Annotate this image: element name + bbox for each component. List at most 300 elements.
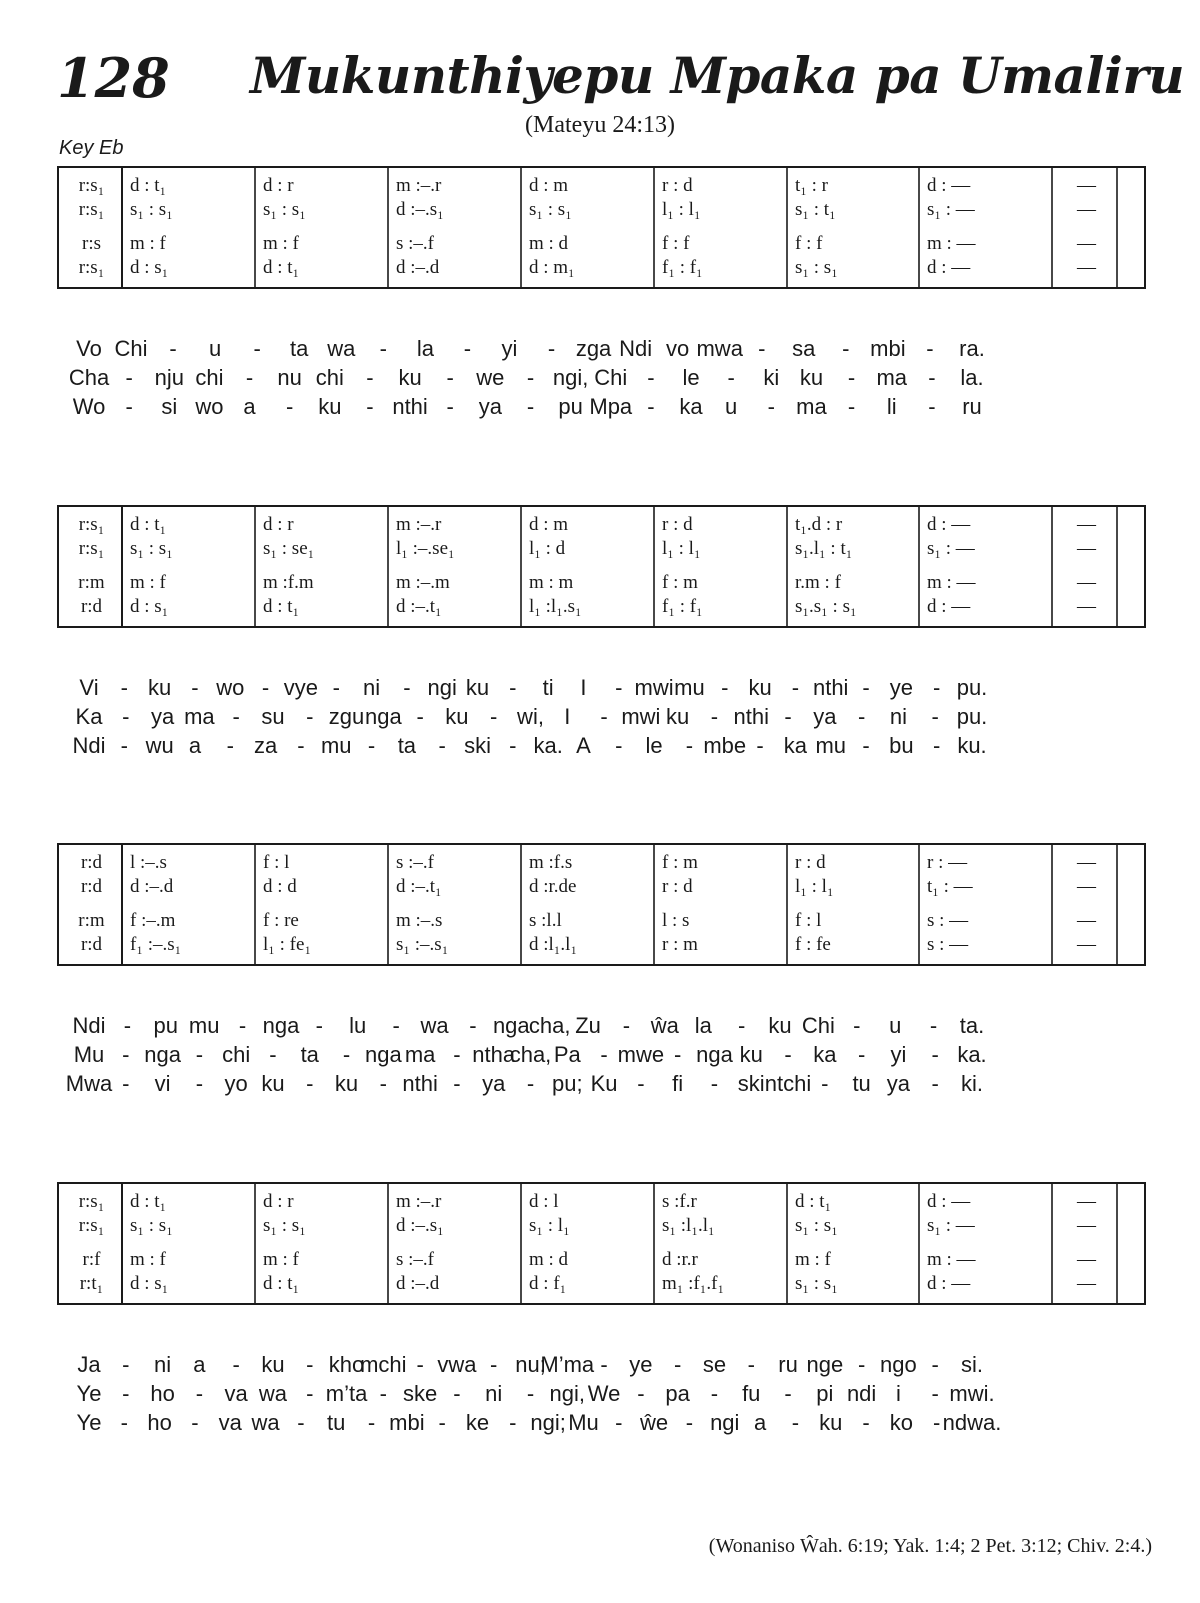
lyric-syllable: ku — [768, 1013, 792, 1038]
lyric-syllable: la. — [960, 365, 984, 390]
lyric-syllable: Vi — [79, 675, 99, 700]
solfa-cell: l₁ :l₁.s₁ — [529, 597, 582, 616]
lyric-syllable: a — [243, 394, 256, 419]
lyric-syllable: wo — [195, 394, 224, 419]
lyric-syllable: ski — [464, 733, 491, 758]
lyric-syllable: ma — [876, 365, 907, 390]
lyric-syllable: ke — [465, 1410, 490, 1435]
lyric-syllable: Ndi — [72, 1013, 106, 1038]
lyric-syllable: pu — [558, 394, 583, 419]
lyric-syllable: ngi — [427, 675, 457, 700]
solfa-cell: f : f — [662, 234, 690, 253]
solfa-cell: m : d — [529, 1250, 569, 1269]
lyric-syllable: mu — [320, 733, 352, 758]
syllable-hyphen: - — [122, 1381, 130, 1406]
solfa-cell: t₁ : — — [927, 877, 973, 896]
lyric-syllable: ta. — [959, 1013, 985, 1038]
syllable-hyphen: - — [342, 1042, 351, 1067]
lyric-syllable: ka — [813, 1042, 837, 1067]
solfa-cell: s₁ :l₁.l₁ — [662, 1216, 715, 1235]
solfa-cell: d : t₁ — [130, 1192, 167, 1211]
solfa-cell: s :–.f — [396, 234, 434, 253]
hymn-title: Mukunthiyepu Mpaka pa Umaliru — [250, 46, 1185, 105]
solfa-cell: r:m — [78, 911, 105, 930]
solfa-cell: d :–.d — [130, 877, 174, 896]
solfa-cell: l₁ : fe₁ — [263, 935, 312, 954]
lyric-syllable: li — [886, 394, 897, 419]
syllable-hyphen: - — [931, 1352, 939, 1377]
lyric-syllable: mchi — [360, 1352, 407, 1377]
lyric-syllable: nga — [492, 1013, 530, 1038]
solfa-cell: d :–.d — [396, 258, 440, 277]
lyric-syllable: mwa — [696, 336, 743, 361]
solfa-cell: s₁.l₁ : t₁ — [795, 539, 853, 558]
solfa-cell: s : — — [927, 935, 969, 954]
lyric-syllable: se — [702, 1352, 727, 1377]
lyric-syllable: Mu — [73, 1042, 105, 1067]
lyric-syllable: Ye — [76, 1381, 102, 1406]
solfa-cell: f₁ : f₁ — [662, 597, 703, 616]
solfa-cell: — — [1077, 515, 1096, 534]
lyric-line — [57, 733, 1147, 762]
lyric-syllable: nga — [144, 1042, 181, 1067]
lyric-syllable: ru — [962, 394, 982, 419]
solfa-cell: d :r.de — [529, 877, 577, 896]
stave-4 — [57, 1182, 1147, 1306]
syllable-hyphen: - — [637, 1071, 645, 1096]
solfa-cell: d :r.r — [662, 1250, 698, 1269]
lyric-syllable: ku — [261, 1352, 285, 1377]
solfa-cell: m : f — [130, 573, 166, 592]
syllable-hyphen: - — [710, 1071, 719, 1096]
lyric-syllable: la — [694, 1013, 712, 1038]
solfa-cell: r:s₁ — [78, 1216, 105, 1235]
lyric-line — [57, 675, 1147, 704]
lyrics-block — [57, 1013, 1147, 1100]
solfa-cell: r : d — [795, 853, 826, 872]
lyric-syllable: nga — [364, 1042, 402, 1067]
solfa-cell: — — [1077, 877, 1096, 896]
solfa-cell: r:s — [82, 234, 101, 253]
syllable-hyphen: - — [727, 365, 735, 390]
lyric-syllable: wo — [216, 675, 245, 700]
syllable-hyphen: - — [758, 336, 766, 361]
syllable-hyphen: - — [490, 704, 498, 729]
syllable-hyphen: - — [446, 365, 454, 390]
lyric-syllable: ta — [397, 733, 417, 758]
syllable-hyphen: - — [931, 704, 939, 729]
lyric-syllable: ndwa. — [942, 1410, 1002, 1435]
lyric-line — [57, 1013, 1147, 1042]
solfa-cell: r:s₁ — [78, 1192, 105, 1211]
lyric-syllable: cha, — [528, 1013, 571, 1038]
syllable-hyphen: - — [756, 733, 764, 758]
solfa-cell: m :–.r — [396, 176, 442, 195]
syllable-hyphen: - — [122, 1042, 130, 1067]
syllable-hyphen: - — [509, 1410, 517, 1435]
syllable-hyphen: - — [931, 1381, 939, 1406]
syllable-hyphen: - — [238, 1013, 247, 1038]
syllable-hyphen: - — [526, 365, 535, 390]
solfa-cell: r.m : f — [795, 573, 841, 592]
lyric-syllable: u — [725, 394, 738, 419]
solfa-cell: r:f — [82, 1250, 101, 1269]
syllable-hyphen: - — [122, 1071, 130, 1096]
lyric-syllable: ske — [403, 1381, 438, 1406]
syllable-hyphen: - — [416, 1352, 424, 1377]
syllable-hyphen: - — [673, 1352, 682, 1377]
lyric-syllable: Wo — [72, 394, 106, 419]
syllable-hyphen: - — [195, 1381, 204, 1406]
syllable-hyphen: - — [857, 1042, 866, 1067]
lyric-syllable: ka — [783, 733, 808, 758]
solfa-cell: d : s₁ — [130, 258, 169, 277]
lyric-syllable: ndi — [846, 1381, 877, 1406]
syllable-hyphen: - — [120, 675, 128, 700]
lyric-syllable: wu — [145, 733, 174, 758]
solfa-cell: l₁ : l₁ — [662, 200, 701, 219]
lyric-syllable: nga — [262, 1013, 300, 1038]
solfa-cell: — — [1077, 539, 1096, 558]
scripture-reference: (Mateyu 24:13) — [525, 112, 675, 138]
lyric-syllable: ni — [485, 1381, 503, 1406]
lyric-syllable: bu — [889, 733, 914, 758]
lyric-syllable: nu — [277, 365, 302, 390]
solfa-cell: r:s₁ — [78, 258, 105, 277]
solfa-cell: — — [1077, 597, 1096, 616]
lyric-syllable: ku — [465, 675, 490, 700]
syllable-hyphen: - — [600, 704, 608, 729]
syllable-hyphen: - — [685, 1410, 694, 1435]
lyric-syllable: pu — [153, 1013, 179, 1038]
lyric-syllable: ka — [679, 394, 703, 419]
solfa-cell: s :–.f — [396, 1250, 434, 1269]
stave-3 — [57, 843, 1147, 967]
lyric-syllable: Mpa — [589, 394, 633, 419]
syllable-hyphen: - — [306, 1381, 314, 1406]
hymn-number: 128 — [57, 46, 170, 110]
lyric-syllable: fi — [672, 1071, 684, 1096]
lyric-syllable: ra. — [959, 336, 985, 361]
syllable-hyphen: - — [306, 1352, 314, 1377]
lyric-syllable: ku. — [957, 733, 987, 758]
solfa-cell: d :–.t₁ — [396, 877, 442, 896]
solfa-cell: d :–.s₁ — [396, 200, 444, 219]
lyric-syllable: ya — [886, 1071, 911, 1096]
syllable-hyphen: - — [784, 1042, 792, 1067]
lyric-syllable: mbe — [703, 733, 747, 758]
solfa-cell: t₁ : r — [795, 176, 829, 195]
lyric-syllable: vo — [666, 336, 690, 361]
syllable-hyphen: - — [647, 365, 655, 390]
lyric-syllable: fu — [742, 1381, 761, 1406]
lyric-syllable: u — [209, 336, 222, 361]
syllable-hyphen: - — [195, 1071, 204, 1096]
solfa-cell: l : s — [662, 911, 690, 930]
lyric-syllable: ni — [154, 1352, 172, 1377]
solfa-cell: d : d — [263, 877, 297, 896]
lyric-syllable: pi — [816, 1381, 834, 1406]
lyric-syllable: su — [261, 704, 285, 729]
lyric-syllable: la — [416, 336, 434, 361]
lyric-syllable: wa — [420, 1013, 449, 1038]
lyrics-block — [57, 675, 1147, 762]
lyric-line — [57, 394, 1147, 423]
lyric-syllable: A — [576, 733, 591, 758]
solfa-cell: s₁ : l₁ — [529, 1216, 570, 1235]
solfa-cell: — — [1077, 258, 1096, 277]
lyric-syllable: ku — [445, 704, 469, 729]
lyric-syllable: zga — [575, 336, 612, 361]
lyric-syllable: mwi — [634, 675, 674, 700]
solfa-cell: d :–.s₁ — [396, 1216, 444, 1235]
lyric-syllable: mu — [188, 1013, 220, 1038]
syllable-hyphen: - — [379, 1071, 387, 1096]
solfa-cell: r:d — [80, 935, 103, 954]
lyric-syllable: Mwa — [65, 1071, 113, 1096]
syllable-hyphen: - — [847, 394, 856, 419]
lyric-syllable: ye — [889, 675, 913, 700]
lyric-syllable: sa — [792, 336, 816, 361]
solfa-cell: d : — — [927, 597, 971, 616]
lyric-line — [57, 365, 1147, 394]
solfa-cell: r : — — [927, 853, 968, 872]
solfa-cell: s₁ : s₁ — [795, 258, 838, 277]
solfa-cell: f : m — [662, 853, 698, 872]
lyric-syllable: u — [889, 1013, 902, 1038]
solfa-cell: d : — — [927, 258, 971, 277]
lyric-syllable: le — [645, 733, 663, 758]
solfa-cell: d : t₁ — [263, 1274, 300, 1293]
syllable-hyphen: - — [367, 733, 376, 758]
solfa-cell: d :–.d — [396, 1274, 440, 1293]
syllable-hyphen: - — [784, 1381, 792, 1406]
lyric-syllable: chi — [315, 365, 344, 390]
lyric-syllable: ku — [318, 394, 342, 419]
lyric-line — [57, 1352, 1147, 1381]
syllable-hyphen: - — [366, 394, 374, 419]
solfa-cell: d : m — [529, 515, 569, 534]
lyric-syllable: ni — [889, 704, 907, 729]
solfa-cell: s₁ : — — [927, 539, 975, 558]
lyrics-block — [57, 336, 1147, 423]
syllable-hyphen: - — [847, 365, 856, 390]
solfa-cell: m : — — [927, 234, 976, 253]
syllable-hyphen: - — [125, 365, 133, 390]
syllable-hyphen: - — [926, 336, 934, 361]
syllable-hyphen: - — [191, 675, 199, 700]
lyric-syllable: ya — [478, 394, 502, 419]
syllable-hyphen: - — [710, 704, 719, 729]
syllable-hyphen: - — [931, 1042, 939, 1067]
solfa-cell: d : t₁ — [130, 515, 167, 534]
solfa-cell: m : d — [529, 234, 569, 253]
lyric-syllable: ku — [261, 1071, 285, 1096]
lyric-syllable: We — [587, 1381, 621, 1406]
solfa-cell: r : m — [662, 935, 698, 954]
solfa-cell: r:d — [80, 877, 103, 896]
lyric-syllable: ngi — [710, 1410, 740, 1435]
lyric-syllable: za — [253, 733, 278, 758]
solfa-cell: — — [1077, 1192, 1096, 1211]
syllable-hyphen: - — [862, 675, 870, 700]
syllable-hyphen: - — [747, 1352, 755, 1377]
syllable-hyphen: - — [615, 1410, 623, 1435]
syllable-hyphen: - — [928, 394, 936, 419]
syllable-hyphen: - — [685, 733, 694, 758]
solfa-cell: d : t₁ — [263, 597, 300, 616]
syllable-hyphen: - — [232, 704, 240, 729]
lyric-syllable: pu; — [551, 1071, 583, 1096]
syllable-hyphen: - — [509, 675, 517, 700]
lyric-syllable: ku — [799, 365, 824, 390]
syllable-hyphen: - — [637, 1381, 645, 1406]
solfa-cell: l :–.s — [130, 853, 167, 872]
syllable-hyphen: - — [622, 1013, 631, 1038]
syllable-hyphen: - — [286, 394, 294, 419]
lyric-syllable: mwi — [621, 704, 661, 729]
syllable-hyphen: - — [600, 1352, 608, 1377]
solfa-cell: f : re — [263, 911, 299, 930]
lyric-syllable: Zu — [575, 1013, 601, 1038]
lyric-syllable: Vo — [76, 336, 102, 361]
solfa-cell: d : r — [263, 1192, 294, 1211]
solfa-cell: d :l₁.l₁ — [529, 935, 578, 954]
solfa-cell: — — [1077, 234, 1096, 253]
lyric-syllable: zgu — [328, 704, 365, 729]
footer-references: (Wonaniso Ŵah. 6:19; Yak. 1:4; 2 Pet. 3:12; Chiv. 2:4.) — [708, 1535, 1152, 1557]
solfa-cell: r:t₁ — [79, 1274, 104, 1293]
solfa-cell: s₁ : s₁ — [795, 1274, 838, 1293]
lyric-syllable: ku — [666, 704, 690, 729]
lyric-syllable: tu — [852, 1071, 871, 1096]
lyric-syllable: nga — [696, 1042, 733, 1067]
solfa-cell: f₁ : f₁ — [662, 258, 703, 277]
solfa-cell: m : f — [130, 1250, 166, 1269]
syllable-hyphen: - — [710, 1381, 719, 1406]
solfa-cell: m : — — [927, 1250, 976, 1269]
syllable-hyphen: - — [195, 1042, 204, 1067]
lyric-syllable: ti — [542, 675, 554, 700]
lyric-syllable: yi — [890, 1042, 907, 1067]
syllable-hyphen: - — [379, 1381, 387, 1406]
solfa-cell: f : f — [795, 234, 823, 253]
syllable-hyphen: - — [306, 1071, 314, 1096]
lyric-syllable: ngo — [880, 1352, 917, 1377]
lyric-syllable: ho — [147, 1410, 172, 1435]
syllable-hyphen: - — [446, 394, 454, 419]
lyric-syllable: ntchi — [764, 1071, 812, 1096]
lyric-syllable: ya — [482, 1071, 506, 1096]
syllable-hyphen: - — [438, 1410, 446, 1435]
syllable-hyphen: - — [784, 704, 792, 729]
lyric-syllable: ki. — [961, 1071, 983, 1096]
lyric-syllable: Ndi — [619, 336, 653, 361]
lyric-syllable: ye — [629, 1352, 653, 1377]
syllable-hyphen: - — [929, 1013, 938, 1038]
syllable-hyphen: - — [392, 1013, 400, 1038]
solfa-cell: m :–.r — [396, 515, 442, 534]
lyric-syllable: chi — [195, 365, 224, 390]
solfa-cell: s₁ : — — [927, 200, 975, 219]
syllable-hyphen: - — [463, 336, 472, 361]
solfa-cell: — — [1077, 935, 1096, 954]
solfa-cell: — — [1077, 853, 1096, 872]
lyric-syllable: ka. — [957, 1042, 987, 1067]
lyric-syllable: Ka — [75, 704, 103, 729]
lyric-syllable: i — [895, 1381, 901, 1406]
lyric-syllable: ta — [290, 336, 309, 361]
lyric-syllable: ma — [796, 394, 827, 419]
solfa-cell: d : r — [263, 176, 294, 195]
solfa-cell: r:d — [80, 853, 103, 872]
lyric-syllable: mwe — [617, 1042, 665, 1067]
syllable-hyphen: - — [526, 1071, 535, 1096]
solfa-cell: d : t₁ — [130, 176, 167, 195]
lyric-syllable: Ja — [77, 1352, 101, 1377]
lyrics-block — [57, 1352, 1147, 1439]
syllable-hyphen: - — [928, 365, 936, 390]
lyric-syllable: le — [682, 365, 700, 390]
syllable-hyphen: - — [122, 1352, 130, 1377]
syllable-hyphen: - — [821, 1071, 829, 1096]
syllable-hyphen: - — [490, 1352, 498, 1377]
solfa-cell: f : l — [795, 911, 822, 930]
lyric-syllable: Chi — [801, 1013, 835, 1038]
lyric-syllable: I — [580, 675, 587, 700]
syllable-hyphen: - — [120, 733, 128, 758]
stave-2 — [57, 505, 1147, 629]
lyric-syllable: wa — [258, 1381, 288, 1406]
lyric-syllable: nthi — [733, 704, 769, 729]
syllable-hyphen: - — [933, 675, 941, 700]
key-signature: Key Eb — [59, 137, 124, 159]
syllable-hyphen: - — [933, 733, 941, 758]
syllable-hyphen: - — [615, 675, 623, 700]
lyric-syllable: ŵa — [650, 1013, 679, 1038]
solfa-cell: m : m — [529, 573, 574, 592]
lyric-syllable: a — [188, 733, 202, 758]
solfa-cell: d :–.t₁ — [396, 597, 442, 616]
solfa-cell: d : s₁ — [130, 1274, 169, 1293]
solfa-cell: r:s₁ — [78, 200, 105, 219]
syllable-hyphen: - — [403, 675, 411, 700]
lyric-syllable: yi — [501, 336, 518, 361]
solfa-cell: r:d — [80, 597, 103, 616]
lyric-syllable: mbi — [389, 1410, 425, 1435]
solfa-cell: — — [1077, 911, 1096, 930]
solfa-cell: m : f — [795, 1250, 831, 1269]
solfa-cell: f : m — [662, 573, 698, 592]
lyric-syllable: ski — [737, 1071, 765, 1096]
lyric-line — [57, 1410, 1147, 1439]
solfa-cell: m :–.m — [396, 573, 450, 592]
solfa-cell: s₁ : s₁ — [130, 1216, 173, 1235]
lyric-syllable: va — [218, 1410, 242, 1435]
lyric-syllable: M’ma — [540, 1352, 595, 1377]
syllable-hyphen: - — [842, 336, 850, 361]
solfa-cell: f : fe — [795, 935, 831, 954]
solfa-cell: — — [1077, 1274, 1096, 1293]
lyric-syllable: nthi — [402, 1071, 438, 1096]
syllable-hyphen: - — [853, 1013, 861, 1038]
lyric-syllable: Ndi — [72, 733, 106, 758]
lyric-syllable: ko — [889, 1410, 913, 1435]
solfa-cell: s :–.f — [396, 853, 434, 872]
lyric-syllable: ngi, — [552, 365, 589, 390]
lyric-syllable: ru — [778, 1352, 798, 1377]
solfa-cell: t₁.d : r — [795, 515, 843, 534]
